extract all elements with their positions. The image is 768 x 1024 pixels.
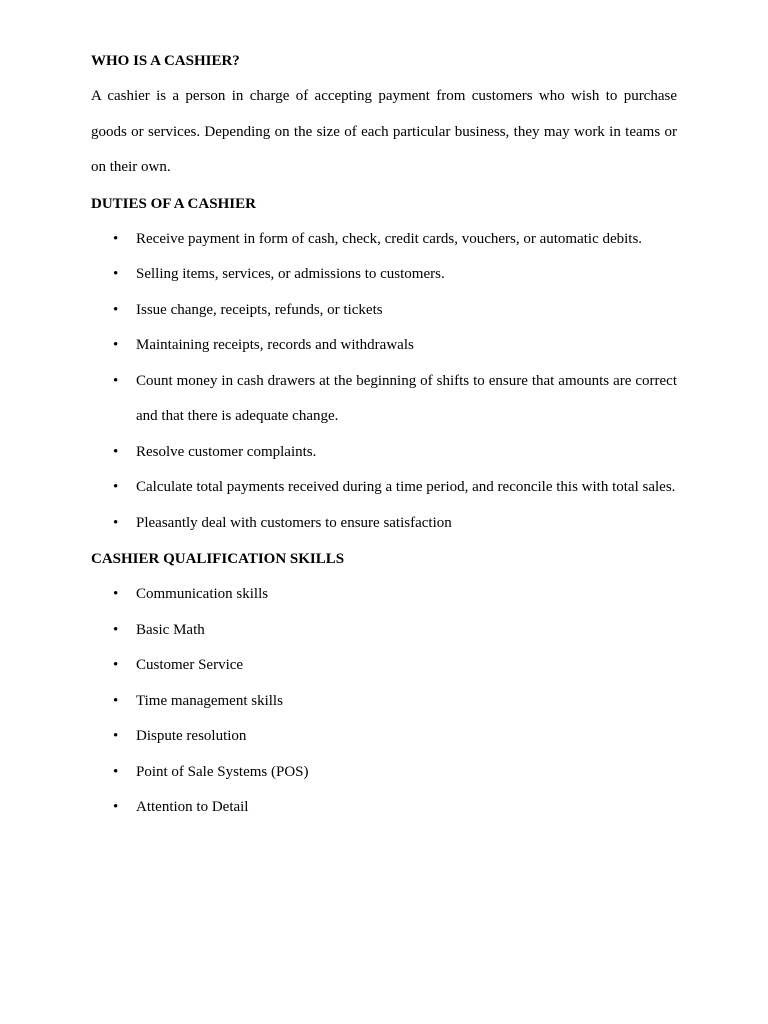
list-item [91, 684, 677, 720]
list-item-text: Time management skills [136, 692, 283, 709]
list-item-text: Resolve customer complaints. [136, 443, 317, 460]
list-item-text: Customer Service [136, 657, 244, 673]
bullet-icon: • [113, 514, 119, 531]
list-item-text: Calculate total payments received during a time period, and reconcile this with total sales. [136, 479, 676, 495]
list-item [91, 790, 677, 826]
list-item [91, 435, 677, 471]
list-item [91, 257, 677, 293]
bullet-icon: • [113, 621, 119, 638]
list-item-text: Point of Sale Systems (POS) [136, 763, 309, 780]
bullet-icon: • [113, 586, 119, 602]
bullet-icon: • [113, 266, 119, 282]
bullet-icon: • [113, 479, 119, 495]
bullet-icon: • [113, 763, 119, 780]
list-item-text: Count money in cash drawers at the beginning of shifts to ensure that amounts are correct and that there is adequate change. [136, 372, 677, 424]
list-item [91, 613, 677, 649]
list-item [91, 755, 677, 791]
bullet-icon: • [113, 657, 119, 673]
bullet-icon: • [113, 692, 119, 709]
heading-cashier-qualification-skills: CASHIER QUALIFICATION SKILLS [91, 551, 345, 567]
document-page [91, 43, 677, 826]
list-item [91, 222, 677, 258]
bullet-icon: • [113, 799, 119, 815]
bullet-icon: • [113, 301, 119, 318]
heading-who-is-a-cashier: WHO IS A CASHIER? [91, 53, 240, 69]
heading-duties-of-a-cashier: DUTIES OF A CASHIER [91, 195, 256, 212]
list-item-text: Dispute resolution [136, 728, 247, 744]
list-item-text: Receive payment in form of cash, check, credit cards, vouchers, or automatic debits. [136, 230, 643, 247]
list-item [91, 506, 677, 542]
list-item [91, 470, 677, 506]
list-item-text: Pleasantly deal with customers to ensure satisfaction [136, 514, 452, 531]
bullet-icon: • [113, 728, 119, 744]
list-item-text: Selling items, services, or admissions to customers. [136, 266, 445, 282]
paragraph-cashier-definition: A cashier is a person in charge of accepting payment from customers who wish to purchase goods or services. Depending on the size of each particular business, they may work in teams or on their own. [91, 88, 677, 175]
list-item [91, 328, 677, 364]
bullet-icon: • [113, 443, 119, 460]
list-item [91, 364, 677, 435]
list-item [91, 293, 677, 329]
bullet-icon: • [113, 372, 119, 389]
skills-list [91, 577, 677, 826]
list-item [91, 648, 677, 684]
duties-list [91, 222, 677, 542]
list-item-text: Basic Math [136, 621, 205, 638]
list-item [91, 577, 677, 613]
bullet-icon: • [113, 337, 119, 353]
list-item-text: Communication skills [136, 586, 269, 602]
bullet-icon: • [113, 230, 119, 247]
list-item-text: Maintaining receipts, records and withdrawals [136, 337, 414, 353]
list-item-text: Issue change, receipts, refunds, or tickets [136, 301, 383, 318]
list-item [91, 719, 677, 755]
list-item-text: Attention to Detail [136, 799, 249, 815]
